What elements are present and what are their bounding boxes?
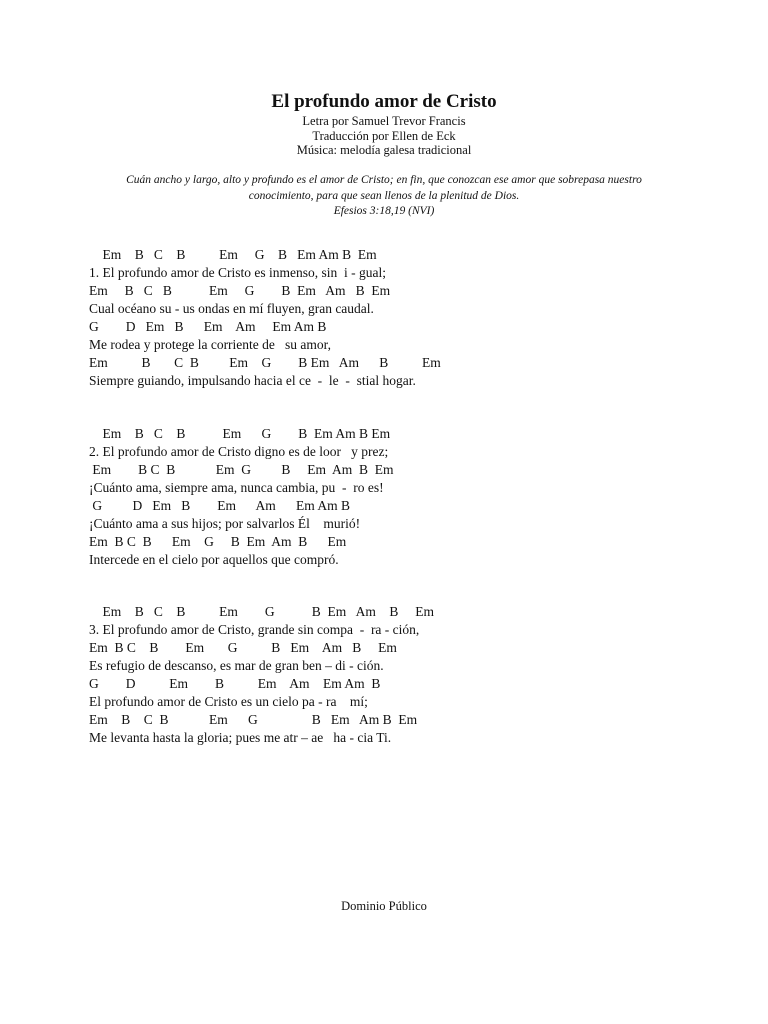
chord-line: Em B C B Em G B Em Am B Em <box>89 462 394 477</box>
lyric-line: 2. El profundo amor de Cristo digno es de loor y prez; <box>89 444 389 459</box>
chord-line: Em B C B Em G B Em Am B Em <box>89 283 391 298</box>
chord-line: Em B C B Em G B Em Am B Em <box>89 247 377 262</box>
chord-line: Em B C B Em G B Em Am B Em <box>89 534 347 549</box>
lyric-line: El profundo amor de Cristo es un cielo pa - ra mí; <box>89 694 368 709</box>
lyric-line: Es refugio de descanso, es mar de gran ben – di - ción. <box>89 658 384 673</box>
chord-line: Em B C B Em G B Em Am B Em <box>89 712 418 727</box>
chord-line: G D Em B Em Am Em Am B <box>89 319 327 334</box>
chord-line: G D Em B Em Am Em Am B <box>89 676 381 691</box>
lyric-line: ¡Cuánto ama a sus hijos; por salvarlos Él murió! <box>89 516 361 531</box>
verse-1 <box>89 246 689 390</box>
epigraph-line: Cuán ancho y largo, alto y profundo es el amor de Cristo; en fin, que conozcan ese amor que sobrepasa nuestro <box>126 174 642 186</box>
music-credit: Música: melodía galesa tradicional <box>296 143 472 157</box>
scripture-reference: Efesios 3:18,19 (NVI) <box>333 205 435 217</box>
lyric-line: Siempre guiando, impulsando hacia el ce - le - stial hogar. <box>89 373 416 388</box>
credits <box>0 114 768 158</box>
chord-line: Em B C B Em G B Em Am B Em <box>89 604 435 619</box>
chord-line: G D Em B Em Am Em Am B <box>89 498 351 513</box>
translation-credit: Traducción por Ellen de Eck <box>312 128 456 143</box>
verse-3 <box>89 603 689 747</box>
epigraph-line: conocimiento, para que sean llenos de la plenitud de Dios. <box>248 189 520 202</box>
song-title: El profundo amor de Cristo <box>271 91 497 112</box>
lyric-line: 1. El profundo amor de Cristo es inmenso, sin i - gual; <box>89 265 386 280</box>
lyric-line: Me rodea y protege la corriente de su amor, <box>89 337 331 352</box>
lyric-line: ¡Cuánto ama, siempre ama, nunca cambia, pu - ro es! <box>89 480 384 495</box>
lyric-line: Cual océano su - us ondas en mí fluyen, gran caudal. <box>89 301 374 316</box>
lyric-line: 3. El profundo amor de Cristo, grande sin compa - ra - ción, <box>89 622 420 637</box>
chord-line: Em B C B Em G B Em Am B Em <box>89 355 441 370</box>
chord-line: Em B C B Em G B Em Am B Em <box>89 640 397 655</box>
verse-2 <box>89 425 689 569</box>
lyric-line: Me levanta hasta la gloria; pues me atr – ae ha - cia Ti. <box>89 730 392 745</box>
lyrics-credit: Letra por Samuel Trevor Francis <box>302 114 466 128</box>
public-domain-notice: Dominio Público <box>341 899 427 913</box>
chord-line: Em B C B Em G B Em Am B Em <box>89 426 391 441</box>
lyric-line: Intercede en el cielo por aquellos que compró. <box>89 552 339 567</box>
scripture-epigraph <box>80 173 688 220</box>
